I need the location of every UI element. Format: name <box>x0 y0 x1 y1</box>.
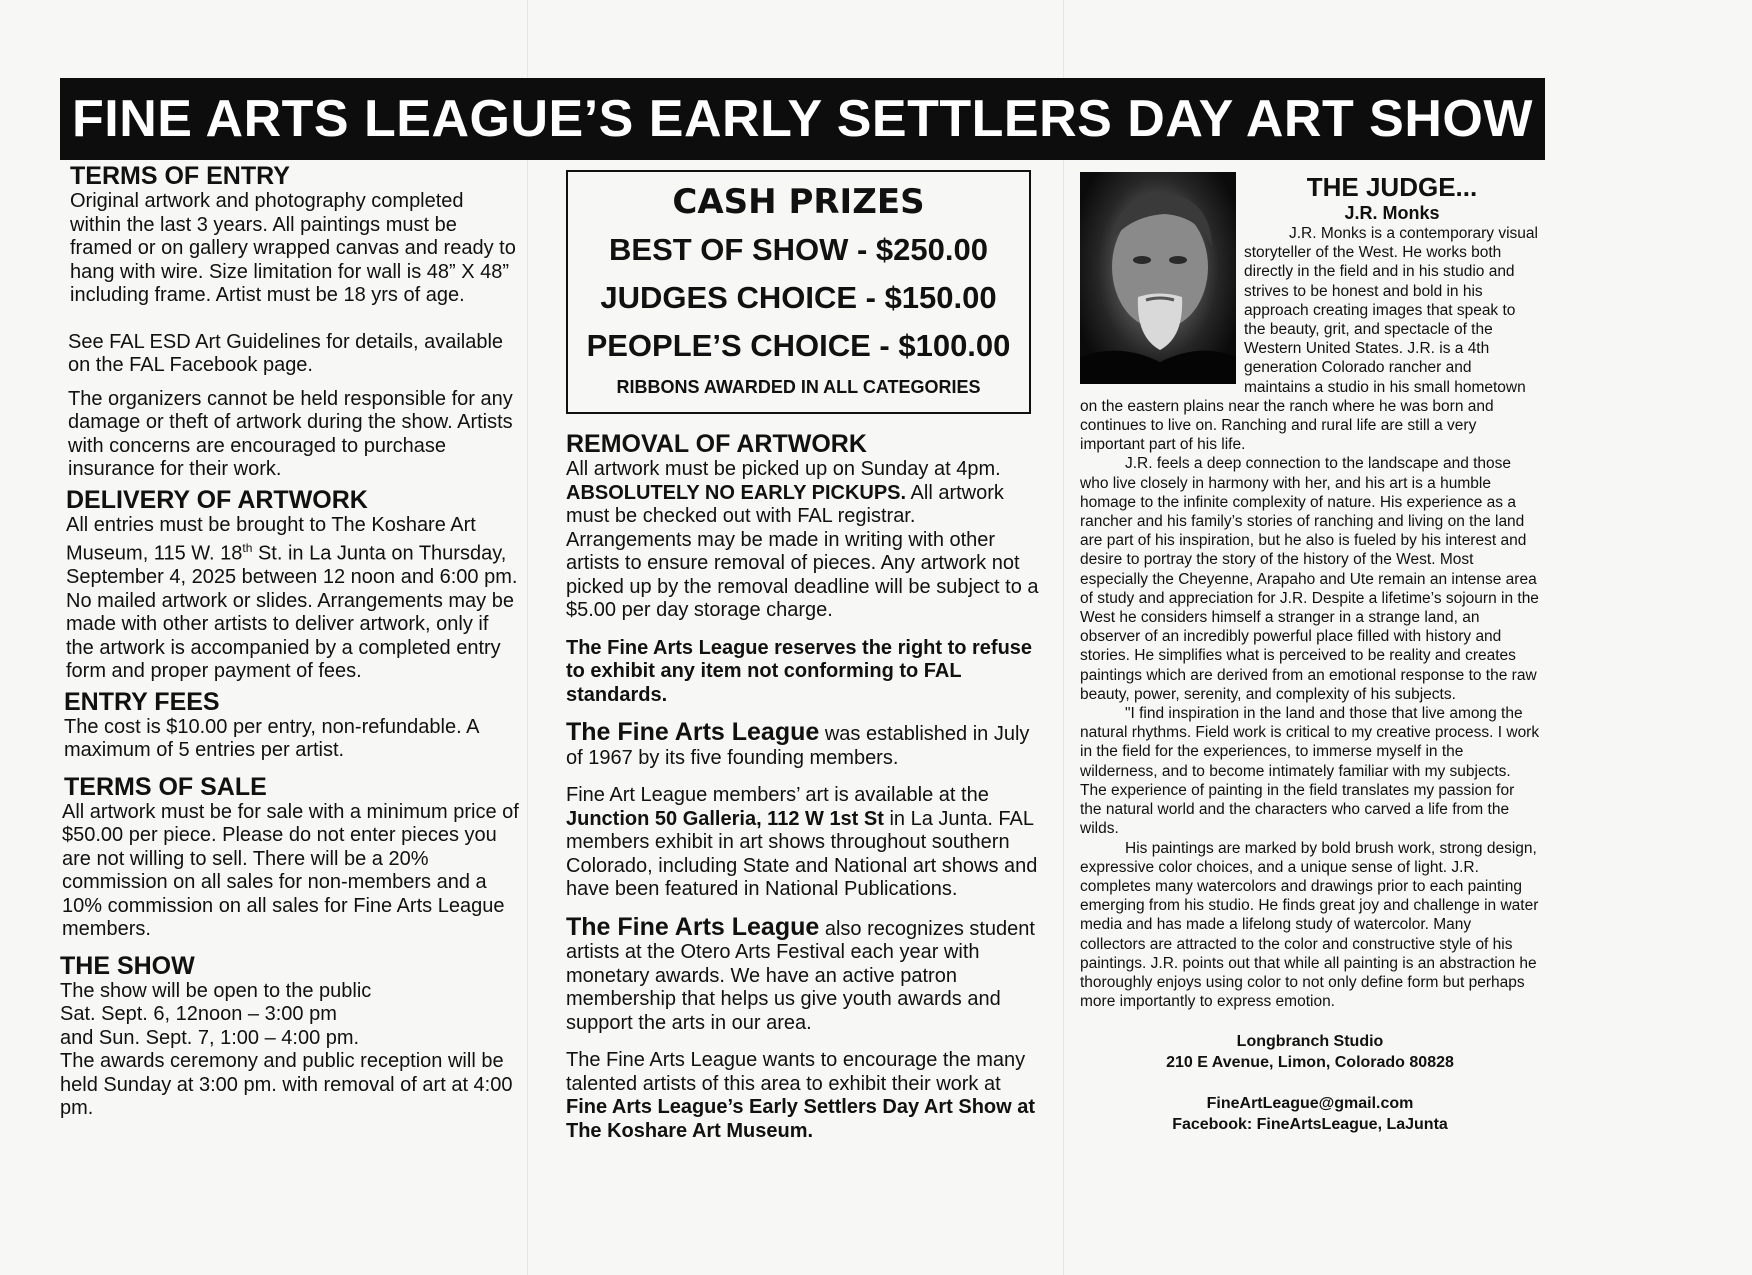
fold-line-left <box>527 0 528 1275</box>
judge-bio-4: His paintings are marked by bold brush work, strong design, expressive color choices, and a unique sense of light. J.R. completes many watercolors and drawings prior to each painting emerging from his studio. He finds great joy and challenge in water media and has made a lifelong study of watercolor. Many collectors are attracted to the color and constructive style of his paintings. J.R. points out that while all painting is an abstraction he thoroughly enjoys using color to not only define form but perhaps more importantly to express emotion. <box>1080 839 1539 1011</box>
no-early-pickups: ABSOLUTELY NO EARLY PICKUPS. <box>566 481 907 504</box>
members-text-a: Fine Art League members’ art is available at the <box>566 784 989 806</box>
reserve-right-text: The Fine Arts League reserves the right to refuse to exhibit any item not conforming to FAL standards. <box>566 636 1033 706</box>
facebook-page[interactable]: Facebook: FineArtsLeague, LaJunta <box>1172 1116 1448 1134</box>
delivery-text-b: St. in La Junta on Thursday, September 4, 2025 between 12 noon and 6:00 pm. No mailed artwork or slides. Arrangements may be made with other artists to deliver artwork, only if the artwork is accompanied by a completed entry form and proper payment of fees. <box>66 542 518 683</box>
judge-bio-1: J.R. Monks is a contemporary visual storyteller of the West. He works both directly in the field and in his studio and strives to be honest and bold in his approach creating images that speak to the beauty, grit, and spectacle of the Western United States. J.R. is a 4th generation Colorado rancher and maintains a studio in his small hometown on the eastern plains near the ranch where he was born and continues to live on. Ranching and rural life are still a very important part of his life. <box>1080 225 1538 454</box>
liability-text: The organizers cannot be held responsible for any damage or theft of artwork during the show. Artists with concerns are encouraged to purchase insurance for their work. <box>68 387 513 480</box>
terms-of-sale-heading: TERMS OF SALE <box>64 772 267 801</box>
fold-line-right <box>1063 0 1064 1275</box>
show-hours-line-2: Sat. Sept. 6, 12noon – 3:00 pm <box>60 1003 337 1026</box>
show-hours-line-1: The show will be open to the public <box>60 979 372 1002</box>
judge-title: THE JUDGE... <box>1306 172 1478 202</box>
middle-column <box>566 170 1041 1143</box>
entry-fees-text: The cost is $10.00 per entry, non-refundable. A maximum of 5 entries per artist. <box>64 715 479 762</box>
contact-email[interactable]: FineArtLeague@gmail.com <box>1206 1095 1414 1113</box>
established-text <box>566 718 1041 770</box>
delivery-text <box>66 514 520 684</box>
cash-prizes-title: CASH PRIZES <box>672 182 925 222</box>
members-text <box>566 784 1041 902</box>
removal-heading: REMOVAL OF ARTWORK <box>566 430 867 458</box>
delivery-heading: DELIVERY OF ARTWORK <box>66 485 368 514</box>
recognizes-lead: The Fine Arts League <box>566 912 820 941</box>
gallery-address: Junction 50 Galleria, 112 W 1st St <box>566 807 884 830</box>
recognizes-text <box>566 912 1041 1036</box>
members-text-b: in La Junta. FAL members exhibit in art shows throughout southern Colorado, including State and National art shows and have been featured in National Publications. <box>566 807 1038 900</box>
judge-photo <box>1080 172 1236 384</box>
peoples-choice-prize: PEOPLE’S CHOICE - $100.00 <box>586 328 1011 363</box>
encourage-text <box>566 1049 1041 1143</box>
studio-name: Longbranch Studio <box>1236 1033 1384 1051</box>
ribbons-note: RIBBONS AWARDED IN ALL CATEGORIES <box>616 377 981 397</box>
show-awards-text: The awards ceremony and public reception will be held Sunday at 3:00 pm. with removal of art at 4:00 pm. <box>60 1050 513 1120</box>
cash-prizes-box <box>566 170 1031 414</box>
encourage-text-bold: Fine Arts League’s Early Settlers Day Art Show at The Koshare Art Museum. <box>566 1096 1036 1142</box>
delivery-text-a: All entries must be brought to The Koshare Art Museum, 115 W. 18 <box>66 513 476 565</box>
page-title: FINE ARTS LEAGUE’S EARLY SETTLERS DAY ART SHOW <box>60 78 1545 160</box>
delivery-text-sup: th <box>242 541 253 555</box>
entry-fees-heading: ENTRY FEES <box>64 687 220 716</box>
judge-bio-2: J.R. feels a deep connection to the landscape and those who live closely in harmony with her, and his art is a humble homage to the infinite complexity of nature. His experience as a rancher and his family’s stories of ranching and living on the land are part of his inspiration, but he also is fueled by his interest and desire to portray the story of the history of the West. Most especially the Cheyenne, Arapaho and Ute remain an intense area of study and appreciation for J.R. Despite a lifetime’s sojourn in the West he considers himself a stranger in a strange land, an observer of an incredibly powerful place filled with history and stories. He simplifies what is perceived to be reality and creates paintings which are derived from an emotional response to the raw beauty, power, serenity, and complexity of his subjects. <box>1080 455 1539 703</box>
recognizes-rest: also recognizes student artists at the Otero Arts Festival each year with monetary awards. We have an active patron membership that helps us give youth awards and support the arts in our area. <box>566 917 1035 1034</box>
left-column <box>60 162 520 1121</box>
studio-address: 210 E Avenue, Limon, Colorado 80828 <box>1166 1054 1454 1072</box>
established-lead: The Fine Arts League <box>566 718 820 746</box>
terms-of-entry-text: Original artwork and photography completed within the last 3 years. All paintings must be framed or on gallery wrapped canvas and ready to hang with wire. Size limitation for wall is 48” X 48” including frame. Artist must be 18 yrs of age. <box>70 190 516 306</box>
removal-text-b: All artwork must be checked out with FAL registrar. Arrangements may be made in writing with other artists to ensure removal of pieces. Any artwork not picked up by the removal deadline will be subject to a $5.00 per day storage charge. <box>566 481 1039 621</box>
guidelines-text: See FAL ESD Art Guidelines for details, available on the FAL Facebook page. <box>68 330 504 376</box>
judge-name: J.R. Monks <box>1344 203 1440 223</box>
established-rest: was established in July of 1967 by its five founding members. <box>566 723 1030 769</box>
judge-bio-3: "I find inspiration in the land and those that live among the natural rhythms. Field work is critical to my creative process. I work in the field for the experiences, to immerse myself in the wilderness, and to become intimately familiar with my subjects. The experience of painting in the field translates my passion for the natural world and the characters who carved a life from the wilds. <box>1080 705 1540 838</box>
encourage-text-a: The Fine Arts League wants to encourage the many talented artists of this area to exhibit their work at <box>566 1049 1026 1095</box>
removal-text <box>566 458 1041 623</box>
best-of-show-prize: BEST OF SHOW - $250.00 <box>609 232 988 267</box>
terms-of-sale-text: All artwork must be for sale with a minimum price of $50.00 per piece. Please do not enter pieces you are not willing to sell. There will be a 20% commission on all sales for non-members and a 10% commission on all sales for Fine Arts League members. <box>62 800 519 941</box>
judge-portrait-graphic <box>1080 172 1236 384</box>
show-hours-line-3: and Sun. Sept. 7, 1:00 – 4:00 pm. <box>60 1026 360 1049</box>
removal-text-a: All artwork must be picked up on Sunday at 4pm. <box>566 458 1001 480</box>
judge-column <box>1080 172 1540 1135</box>
the-show-heading: THE SHOW <box>60 951 195 980</box>
judges-choice-prize: JUDGES CHOICE - $150.00 <box>600 280 997 315</box>
terms-of-entry-heading: TERMS OF ENTRY <box>70 162 290 190</box>
